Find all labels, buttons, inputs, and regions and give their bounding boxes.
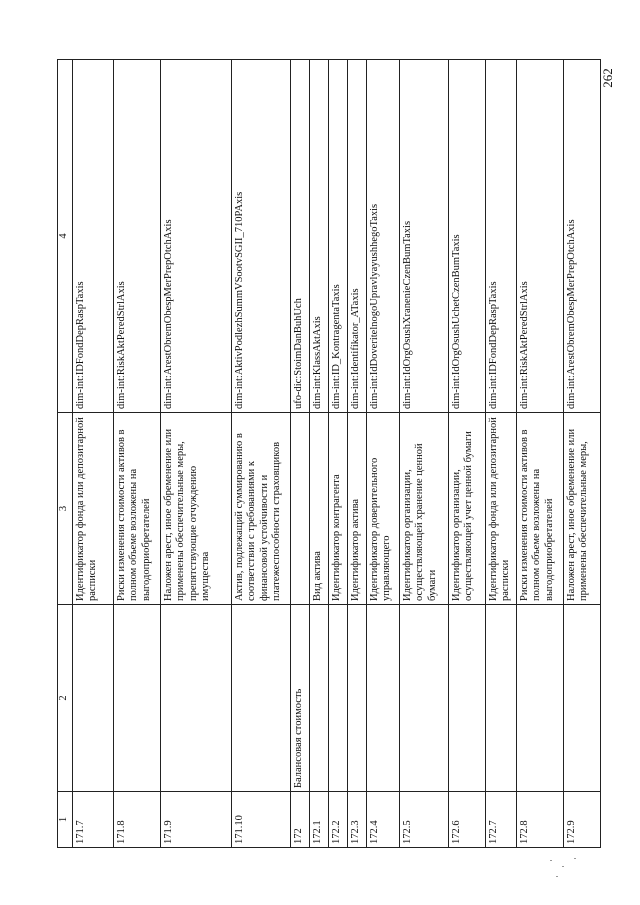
cell-num: 172.2 <box>329 792 348 848</box>
table-row <box>114 60 161 848</box>
table-row <box>73 60 114 848</box>
scan-specks <box>548 856 588 886</box>
cell-num: 172.9 <box>564 792 601 848</box>
cell-name <box>329 605 348 792</box>
cell-num: 172.5 <box>400 792 449 848</box>
cell-desc: Наложен арест, иное обременение или применены обеспечительные меры, <box>564 413 601 605</box>
cell-code: dim-int:ID_KontragentaTaxis <box>329 60 348 413</box>
table-row <box>348 60 367 848</box>
cell-code: dim-int:IDFondDepRaspTaxis <box>486 60 517 413</box>
table-header-row <box>58 60 73 848</box>
cell-desc: Идентификатор контрагента <box>329 413 348 605</box>
cell-num: 172.3 <box>348 792 367 848</box>
table-row <box>486 60 517 848</box>
header-cell: 4 <box>58 60 73 413</box>
cell-desc: Наложен арест, иное обременение или применены обеспечительные меры, препятствующие отчуждению имущества <box>161 413 232 605</box>
cell-desc: Идентификатор организации, осуществляющей учет ценной бумаги <box>449 413 486 605</box>
header-cell: 2 <box>58 605 73 792</box>
cell-code: dim-int:ArestObremObespMerPrepOtchAxis <box>161 60 232 413</box>
cell-num: 172.8 <box>517 792 564 848</box>
cell-name <box>161 605 232 792</box>
cell-name <box>310 605 329 792</box>
cell-code: dim-int:Identifikator_ATaxis <box>348 60 367 413</box>
header-cell: 3 <box>58 413 73 605</box>
data-table <box>57 59 601 848</box>
cell-code: dim-int:RiskAktPeredStrlAxis <box>517 60 564 413</box>
cell-code: dim-int:ArestObremObespMerPrepOtchAxis <box>564 60 601 413</box>
table-row <box>310 60 329 848</box>
cell-name <box>73 605 114 792</box>
cell-code: ufo-dic:StoimDanBuhUch <box>291 60 310 413</box>
cell-num: 172.7 <box>486 792 517 848</box>
cell-desc: Идентификатор организации, осуществляющей хранение ценной бумаги <box>400 413 449 605</box>
cell-num: 172.4 <box>367 792 400 848</box>
cell-name <box>232 605 291 792</box>
table-row <box>367 60 400 848</box>
cell-code: dim-int:AktivPodlezhSummVSootvSGII_710PAxis <box>232 60 291 413</box>
cell-name <box>348 605 367 792</box>
cell-num: 172.1 <box>310 792 329 848</box>
cell-desc: Идентификатор доверительного управляющего <box>367 413 400 605</box>
cell-name <box>486 605 517 792</box>
table-row <box>564 60 601 848</box>
cell-name <box>564 605 601 792</box>
header-cell: 1 <box>58 792 73 848</box>
cell-name: Балансовая стоимость <box>291 605 310 792</box>
cell-num: 171.8 <box>114 792 161 848</box>
cell-code: dim-int:IDFondDepRaspTaxis <box>73 60 114 413</box>
cell-code: dim-int:IdDoveritelnogoUpravlyayushhegoTaxis <box>367 60 400 413</box>
rotated-table-wrapper <box>57 60 590 848</box>
cell-code: dim-int:KlassAktAxis <box>310 60 329 413</box>
cell-name <box>114 605 161 792</box>
table-row <box>161 60 232 848</box>
cell-code: dim-int:RiskAktPeredStrlAxis <box>114 60 161 413</box>
cell-code: dim-int:IdOrgOsushUchetCzenBumTaxis <box>449 60 486 413</box>
cell-name <box>449 605 486 792</box>
cell-desc: Идентификатор фонда или депозитарной расписки <box>486 413 517 605</box>
cell-desc: Актив, подлежащий суммированию в соответствии с требованиями к финансовой устойчивости и платежеспособности страховщиков <box>232 413 291 605</box>
cell-num: 171.10 <box>232 792 291 848</box>
cell-num: 171.9 <box>161 792 232 848</box>
table-row <box>400 60 449 848</box>
cell-num: 171.7 <box>73 792 114 848</box>
cell-desc: Риски изменения стоимости активов в полном объеме возложены на выгодоприобретателей <box>517 413 564 605</box>
table-row <box>449 60 486 848</box>
cell-code: dim-int:IdOrgOsushXranenieCzenBumTaxis <box>400 60 449 413</box>
table-row <box>232 60 291 848</box>
table-row <box>291 60 310 848</box>
cell-desc: Риски изменения стоимости активов в полном объеме возложены на выгодоприобретателей <box>114 413 161 605</box>
cell-desc: Идентификатор фонда или депозитарной расписки <box>73 413 114 605</box>
cell-name <box>400 605 449 792</box>
cell-num: 172.6 <box>449 792 486 848</box>
table-row <box>329 60 348 848</box>
cell-num: 172 <box>291 792 310 848</box>
cell-name <box>367 605 400 792</box>
page-number: 262 <box>599 68 615 88</box>
cell-name <box>517 605 564 792</box>
table-row <box>517 60 564 848</box>
cell-desc: Вид актива <box>310 413 329 605</box>
cell-desc: Идентификатор актива <box>348 413 367 605</box>
cell-desc <box>291 413 310 605</box>
